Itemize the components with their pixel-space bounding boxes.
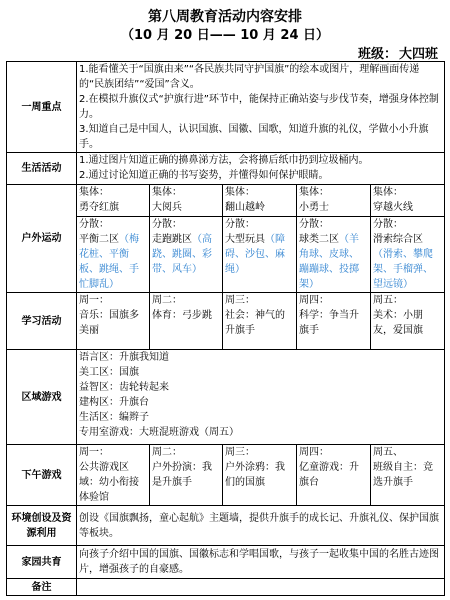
division-equipment: （高跷、跳圈、彩带、风车） [152, 234, 212, 275]
area-item: 美工区：国旗 [79, 367, 139, 378]
life-item: 1.通过图片知道正确的擤鼻涕方法，会将擤后纸巾扔到垃圾桶内。 [79, 155, 369, 166]
day-label: 周五： [373, 295, 403, 306]
division-equipment: （障碍、沙包、麻绳） [225, 234, 285, 275]
schedule-table [6, 61, 445, 596]
outdoor-division-thu [297, 217, 371, 293]
study-activity: 体育：弓步跳 [152, 310, 212, 321]
row-remarks [7, 579, 445, 596]
weekly-focus-item: 2.在模拟升旗仪式“护旗行进”环节中，能保持正确站姿与步伐节奏，增强身体控制力。 [79, 94, 439, 120]
division-equipment: （梅花桩、平衡板、跳绳、手忙脚乱） [79, 234, 139, 290]
collective-activity: 小勇士 [299, 202, 329, 213]
study-wed [223, 293, 297, 350]
study-tue [150, 293, 223, 350]
class-label: 班级： [357, 47, 397, 62]
day-label: 周一： [79, 295, 109, 306]
afternoon-activity: 户外涂鸦：我们的国旗 [225, 462, 285, 488]
study-activity: 科学：争当升旗手 [299, 310, 359, 336]
outdoor-division-tue [150, 217, 223, 293]
area-item: 专用室游戏：大班混班游戏（周五） [79, 427, 239, 438]
row-environment [7, 506, 445, 546]
division-label: 分散： [79, 219, 109, 230]
division-zone: 滑索综合区 [373, 234, 423, 245]
afternoon-tue [150, 445, 223, 506]
row-family [7, 546, 445, 579]
row-label-afternoon: 下午游戏 [7, 445, 77, 506]
row-label-life: 生活活动 [7, 153, 77, 185]
row-label-weekly-focus: 一周重点 [7, 62, 77, 153]
outdoor-division-wed [223, 217, 297, 293]
afternoon-wed [223, 445, 297, 506]
row-label-environment: 环境创设及资源利用 [7, 506, 77, 546]
day-label: 周二： [152, 295, 182, 306]
collective-label: 集体： [152, 187, 182, 198]
collective-label: 集体： [79, 187, 109, 198]
area-item: 益智区：齿轮转起来 [79, 382, 169, 393]
row-label-outdoor: 户外运动 [7, 185, 77, 293]
row-area [7, 350, 445, 445]
division-label: 分散： [225, 219, 255, 230]
outdoor-division-mon [77, 217, 150, 293]
outdoor-collective-thu [297, 185, 371, 217]
row-label-remarks: 备注 [7, 579, 77, 596]
day-label: 周四： [299, 447, 329, 458]
study-thu [297, 293, 371, 350]
row-label-area: 区域游戏 [7, 350, 77, 445]
collective-activity: 穿越火线 [373, 202, 413, 213]
day-label: 周五、 [373, 447, 403, 458]
division-zone: 走跑跳区 [152, 234, 192, 245]
life-content [77, 153, 445, 185]
afternoon-activity: 户外扮演：我是升旗手 [152, 462, 212, 488]
row-label-study: 学习活动 [7, 293, 77, 350]
collective-activity: 勇夺红旗 [79, 202, 119, 213]
afternoon-activity: 亿童游戏：升旗台 [299, 462, 359, 488]
weekly-focus-item: 3.知道自己是中国人，认识国旗、国徽、国歌，知道升旗的礼仪，学做小小升旗手。 [79, 124, 429, 150]
division-label: 分散： [152, 219, 182, 230]
outdoor-collective-wed [223, 185, 297, 217]
day-label: 周二： [152, 447, 182, 458]
collective-label: 集体： [225, 187, 255, 198]
row-afternoon [7, 445, 445, 506]
row-outdoor-collective [7, 185, 445, 217]
study-fri [371, 293, 445, 350]
row-label-family: 家园共育 [7, 546, 77, 579]
afternoon-activity: 公共游戏区域：幼小衔接体验馆 [79, 462, 139, 503]
row-life [7, 153, 445, 185]
collective-activity: 大阅兵 [152, 202, 182, 213]
area-item: 语言区：升旗我知道 [79, 352, 169, 363]
weekly-focus-content [77, 62, 445, 153]
division-equipment: （羊角球、皮球、蹦蹦球、投掷架） [299, 234, 359, 290]
outdoor-collective-mon [77, 185, 150, 217]
outdoor-collective-tue [150, 185, 223, 217]
study-activity: 音乐：国旗多美丽 [79, 310, 139, 336]
afternoon-thu [297, 445, 371, 506]
remarks-content [77, 579, 445, 596]
outdoor-division-fri [371, 217, 445, 293]
life-item: 2.通过讨论知道正确的书写姿势，并懂得如何保护眼睛。 [79, 170, 329, 181]
date-range: （10 月 20 日—— 10 月 24 日） [120, 28, 330, 43]
division-zone: 球类二区 [299, 234, 339, 245]
division-label: 分散： [373, 219, 403, 230]
area-item: 生活区：编辫子 [79, 412, 149, 423]
environment-content: 创设《国旗飘扬，童心起航》主题墙，提供升旗手的成长记、升旗礼仪、保护国旗等板块。 [77, 506, 445, 546]
day-label: 周三： [225, 447, 255, 458]
row-weekly-focus [7, 62, 445, 153]
family-content: 向孩子介绍中国的国旗、国徽标志和学唱国歌，与孩子一起收集中国的名胜古迹图片，增强孩子的自豪感。 [77, 546, 445, 579]
day-label: 周一： [79, 447, 109, 458]
area-item: 建构区：升旗台 [79, 397, 149, 408]
day-label: 周四： [299, 295, 329, 306]
collective-label: 集体： [373, 187, 403, 198]
afternoon-mon [77, 445, 150, 506]
division-label: 分散： [299, 219, 329, 230]
class-info [356, 43, 438, 62]
weekly-focus-item: 1.能看懂关于“国旗由来”“各民族共同守护国旗”的绘本或图片，理解画面传递的“民族团结”“爱国”含义。 [79, 64, 420, 90]
page-title: 第八周教育活动内容安排 [148, 9, 302, 25]
collective-activity: 翻山越岭 [225, 202, 265, 213]
area-content [77, 350, 445, 445]
day-label: 周三： [225, 295, 255, 306]
study-activity: 社会：神气的升旗手 [225, 310, 285, 336]
study-activity: 美术：小朋友，爱国旗 [373, 310, 423, 336]
class-name: 大四班 [398, 47, 438, 62]
row-study [7, 293, 445, 350]
outdoor-collective-fri [371, 185, 445, 217]
division-zone: 平衡二区 [79, 234, 119, 245]
division-zone: 大型玩具 [225, 234, 265, 245]
afternoon-activity: 班级自主：竞选升旗手 [373, 462, 433, 488]
division-equipment: （滑索、攀爬架、手榴弹、望远镜） [373, 249, 433, 290]
afternoon-fri [371, 445, 445, 506]
collective-label: 集体： [299, 187, 329, 198]
study-mon [77, 293, 150, 350]
